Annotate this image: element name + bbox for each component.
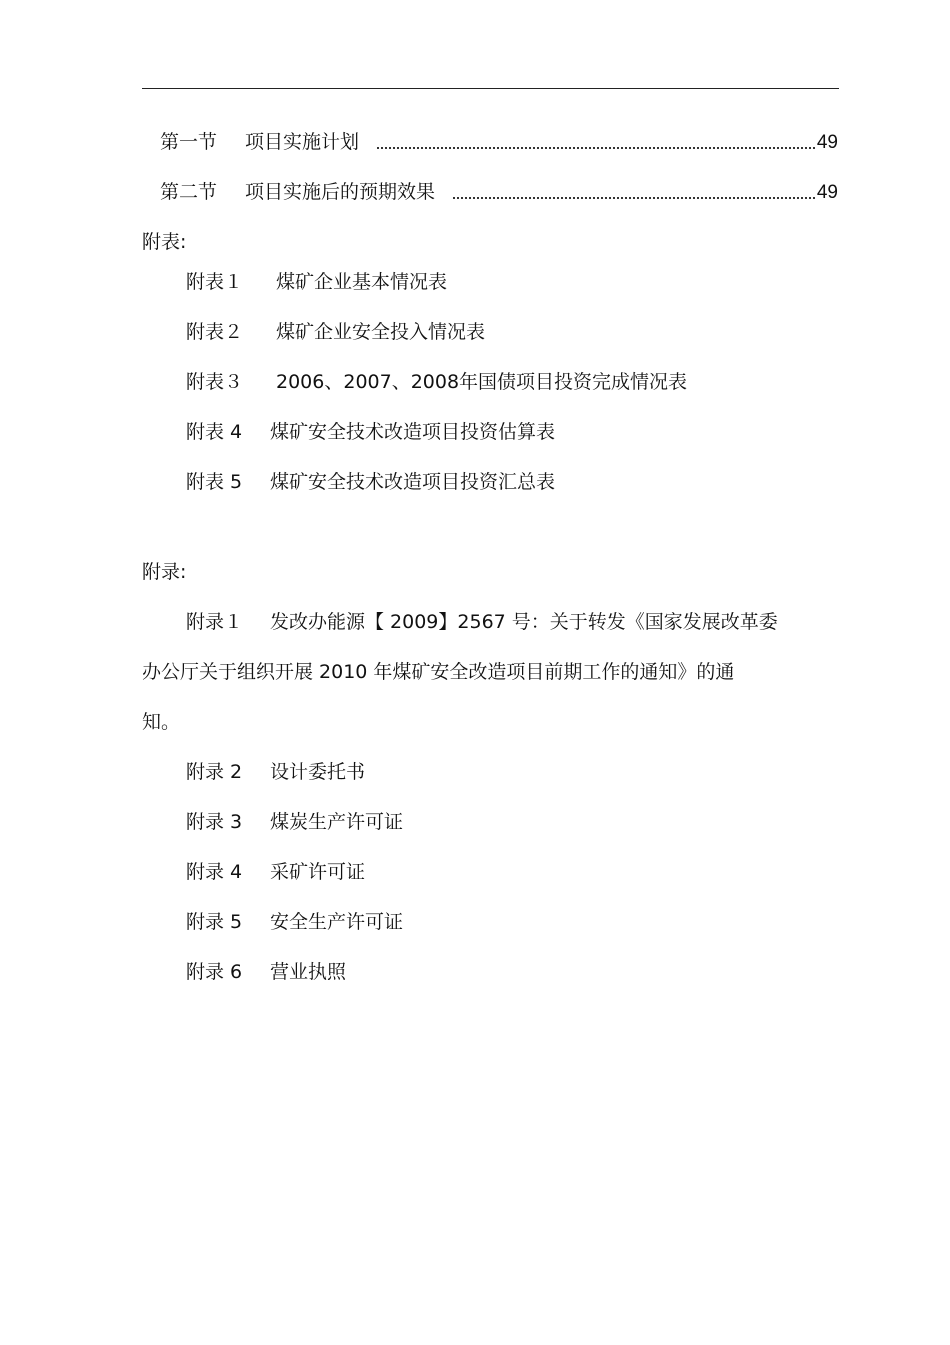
- appendix-label: 附录１: [186, 611, 244, 633]
- appendix-list-item: [186, 610, 778, 634]
- toc-dot-leader: [377, 147, 815, 149]
- table-title: 煤矿企业安全投入情况表: [276, 321, 486, 343]
- table-title: 2006、2007、2008年国债项目投资完成情况表: [276, 371, 688, 393]
- appendix-label: 附录 6: [186, 961, 243, 983]
- toc-section: 第一节: [160, 131, 218, 153]
- toc-title: 项目实施计划: [245, 131, 360, 153]
- appendix-label: 附录 3: [186, 811, 243, 833]
- table-label: 附表 4: [186, 421, 243, 443]
- appendix-label: 附录 4: [186, 861, 243, 883]
- table-title: 煤矿安全技术改造项目投资估算表: [270, 421, 556, 443]
- toc-title: 项目实施后的预期效果: [245, 181, 436, 203]
- appendix-title: 设计委托书: [270, 761, 366, 783]
- toc-page-number: 49: [816, 182, 838, 203]
- toc-page-number: 49: [816, 132, 838, 153]
- toc-section: 第二节: [160, 181, 218, 203]
- table-label: 附表３: [186, 371, 244, 393]
- table-label: 附表２: [186, 321, 244, 343]
- table-list-item: [186, 320, 485, 344]
- table-label: 附表１: [186, 271, 244, 293]
- tables-heading: 附表:: [142, 231, 187, 253]
- header-rule: [142, 88, 839, 89]
- appendix-heading: 附录:: [142, 561, 187, 583]
- table-list-item: [186, 470, 555, 494]
- appendix-text-line: 知。: [142, 711, 181, 733]
- toc-dot-leader: [453, 197, 815, 199]
- appendix-title: 煤炭生产许可证: [270, 811, 404, 833]
- appendix-label: 附录 5: [186, 911, 243, 933]
- table-list-item: [186, 370, 687, 394]
- table-list-item: [186, 270, 447, 294]
- table-label: 附表 5: [186, 471, 243, 493]
- appendix-list-item: [186, 910, 403, 934]
- appendix-title: 营业执照: [270, 961, 347, 983]
- appendix-text-line: 办公厅关于组织开展 2010 年煤矿安全改造项目前期工作的通知》的通: [142, 661, 735, 683]
- toc-row[interactable]: [160, 130, 838, 154]
- appendix-list-item: [186, 810, 403, 834]
- appendix-list-item: [186, 760, 365, 784]
- appendix-title: 采矿许可证: [270, 861, 366, 883]
- appendix-text-line: 发改办能源【 2009】2567 号：关于转发《国家发展改革委: [270, 611, 778, 633]
- appendix-list-item: [186, 860, 365, 884]
- toc-row[interactable]: [160, 180, 838, 204]
- appendix-label: 附录 2: [186, 761, 243, 783]
- appendix-list-item: [186, 960, 346, 984]
- table-title: 煤矿安全技术改造项目投资汇总表: [270, 471, 556, 493]
- appendix-title: 安全生产许可证: [270, 911, 404, 933]
- table-list-item: [186, 420, 555, 444]
- table-title: 煤矿企业基本情况表: [276, 271, 448, 293]
